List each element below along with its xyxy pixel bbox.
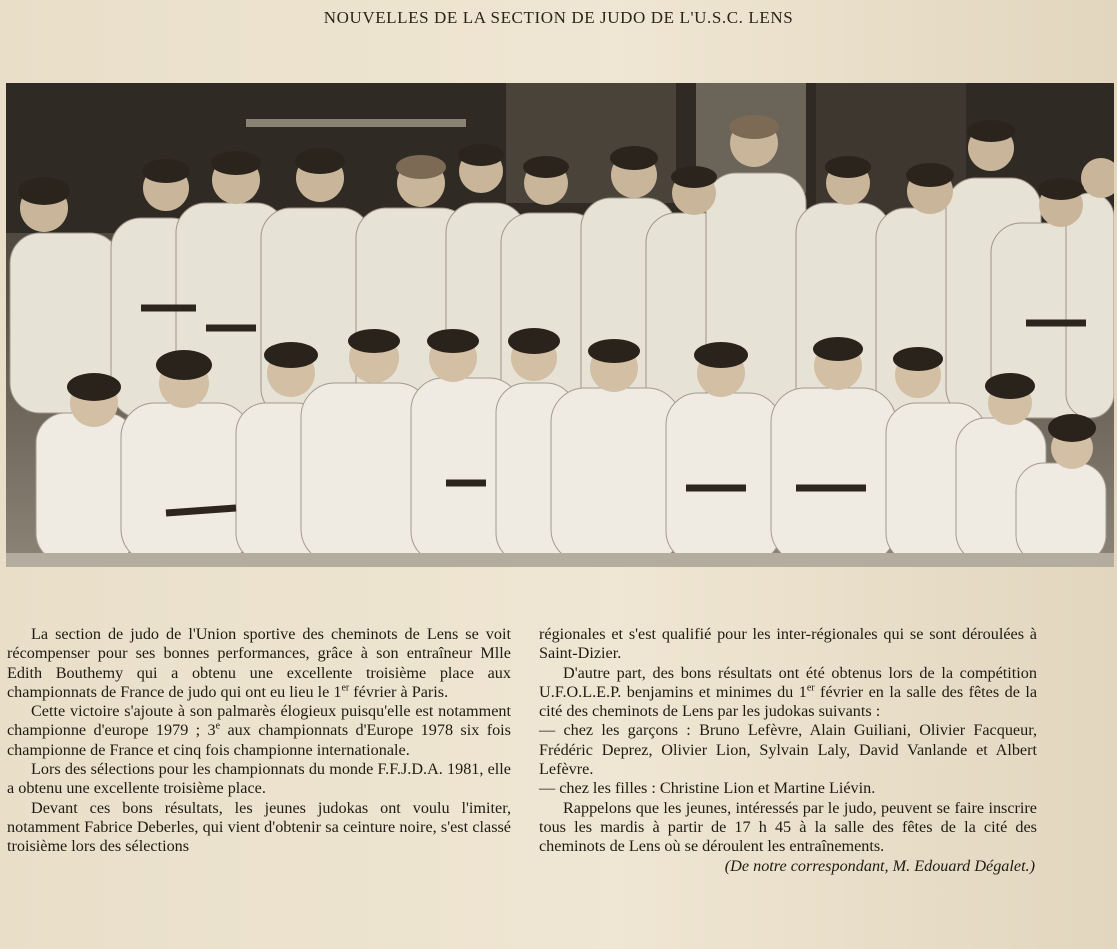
article-paragraph: Lors des sélections pour les championnats du monde F.F.J.D.A. 1981, elle a obtenu une excellente troisième place. bbox=[7, 760, 511, 798]
article-column-right bbox=[539, 625, 1037, 876]
group-photo bbox=[6, 83, 1114, 567]
group-photo-judokas-icon bbox=[6, 83, 1114, 567]
article-paragraph: régionales et s'est qualifié pour les inter-régionales qui se sont déroulées à Saint-Dizier. bbox=[539, 625, 1037, 663]
headline: NOUVELLES DE LA SECTION DE JUDO DE L'U.S.C. LENS bbox=[323, 8, 794, 27]
girls-list: — chez les filles : Christine Lion et Martine Liévin. bbox=[539, 779, 876, 798]
correspondent-signature: (De notre correspondant, M. Edouard Dégalet.) bbox=[724, 856, 1035, 875]
article-paragraph: La section de judo de l'Union sportive des cheminots de Lens se voit récompenser pour ses bonnes performances, grâce à son entraîneur Mlle Edith Bouthemy qui a obtenu une excellente troisième place aux championnats de France de judo qui ont eu lieu le 1er février à Paris. bbox=[7, 625, 511, 701]
article-paragraph: Rappelons que les jeunes, intéressés par le judo, peuvent se faire inscrire tous les mardis à partir de 17 h 45 à la salle des fêtes de la cité des cheminots de Lens où se déroulent les entraînements. bbox=[539, 798, 1037, 856]
boys-list: — chez les garçons : Bruno Lefèvre, Alain Guiliani, Olivier Facqueur, Frédéric Deprez, Olivier Lion, Sylvain Laly, David Vanlande et Albert Lefèvre. bbox=[539, 721, 1037, 779]
article-paragraph: D'autre part, des bons résultats ont été obtenus lors de la compétition U.F.O.L.E.P. benjamins et minimes du 1er février en la salle des fêtes de la cité des cheminots de Lens par les judokas suivants : bbox=[539, 663, 1038, 721]
article-paragraph: Devant ces bons résultats, les jeunes judokas ont voulu l'imiter, notamment Fabrice Deberles, qui vient d'obtenir sa ceinture noire, s'est classé troisième lors des sélections bbox=[7, 798, 511, 856]
article-column-left bbox=[7, 625, 511, 857]
article-paragraph: Cette victoire s'ajoute à son palmarès élogieux puisqu'elle est notamment championne d'europe 1979 ; 3e aux championnats d'Europe 1978 six fois championne de France et cinq fois championne internationale. bbox=[7, 702, 511, 759]
